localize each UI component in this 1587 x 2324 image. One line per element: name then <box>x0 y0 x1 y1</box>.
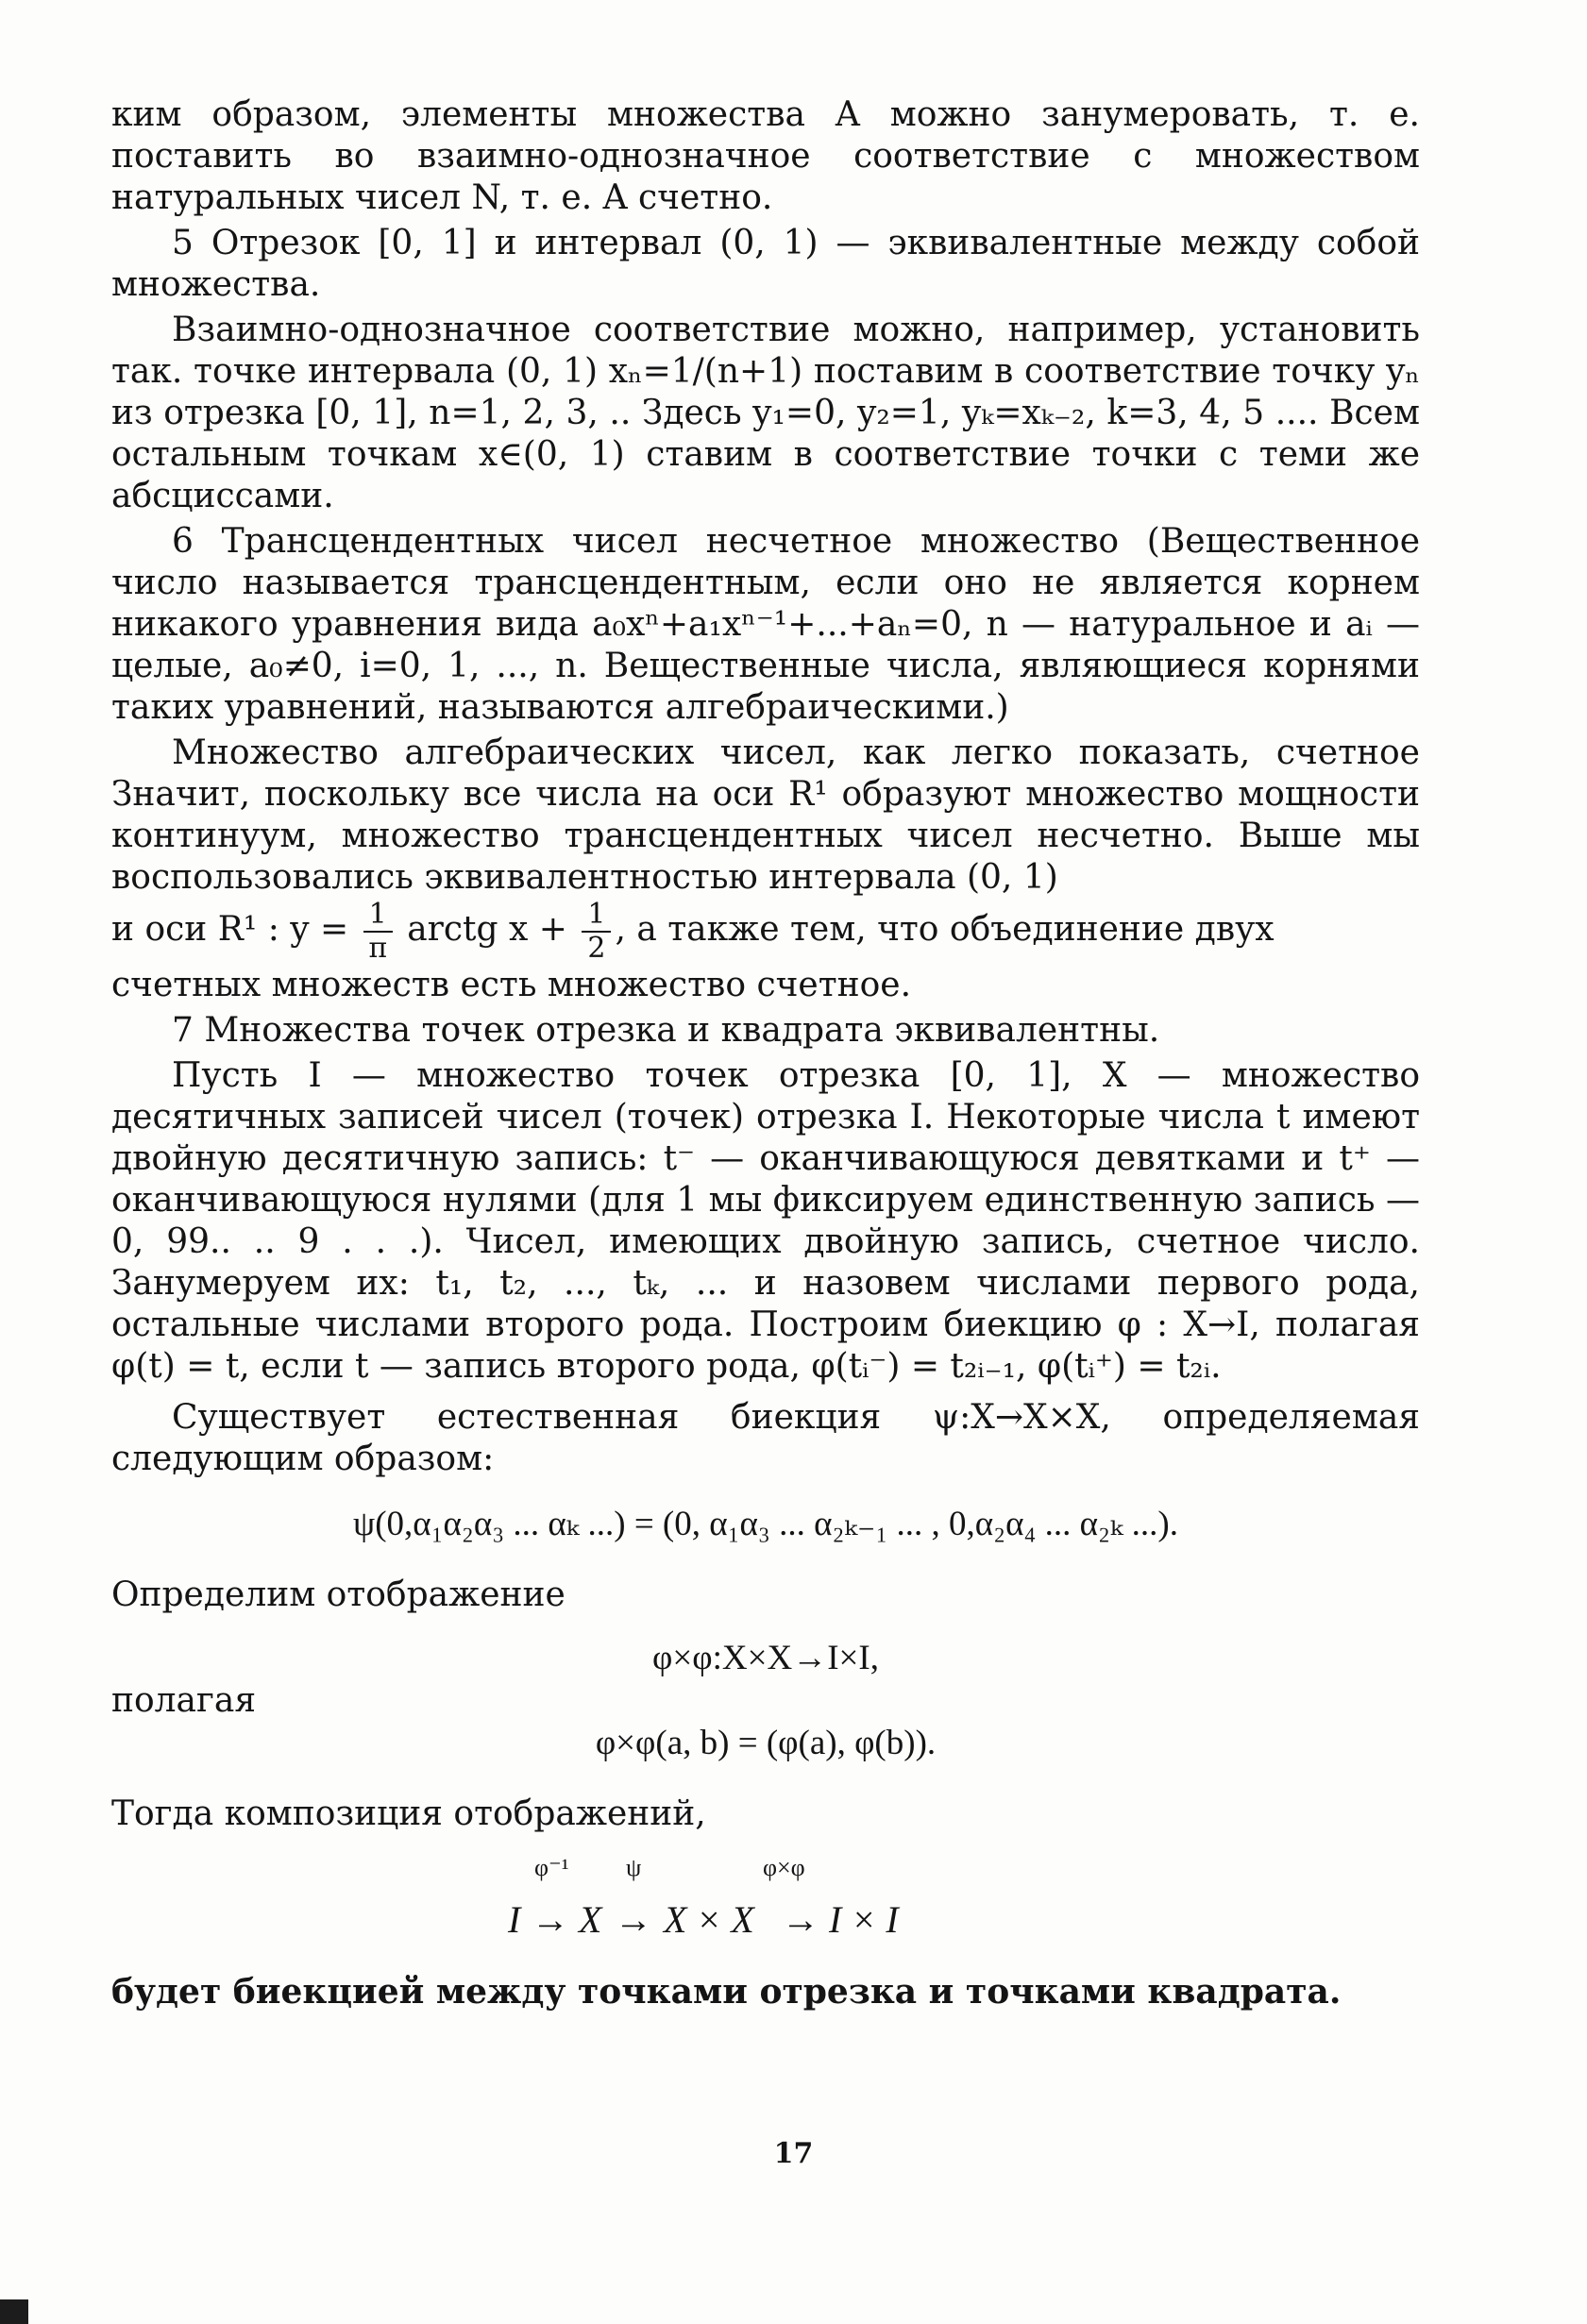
axis-formula-end: , а также тем, что объединение двух <box>615 910 1275 949</box>
text-column <box>111 94 1420 2012</box>
composition-square: I × I <box>829 1898 899 1941</box>
paragraph-item-6: 6 Трансцендентных чисел несчетное множество (Вещественное число называется трансцендентным, если оно не является корнем никакого уравнения вида a₀xⁿ+a₁xⁿ⁻¹+...+aₙ=0, n — натуральное и aᵢ — целые, a₀≠0, i=0, 1, ..., n. Вещественные числа, являющиеся корнями таких уравнений, называются алгебраическими.) <box>111 522 1420 727</box>
composition-domain: I <box>508 1898 521 1941</box>
composition-x: X <box>579 1898 602 1941</box>
composition-arrow: → <box>532 1898 569 1941</box>
paragraph-axis-formula <box>111 899 1420 965</box>
paragraph-item-7: 7 Множества точек отрезка и квадрата эквивалентны. <box>172 1011 1160 1050</box>
composition-arrow: → <box>615 1898 652 1941</box>
paragraph-countable-union: счетных множеств есть множество счетное. <box>111 966 912 1004</box>
paragraph-bijection: Взаимно-однозначное соответствие можно, например, установить так. точке интервала (0, 1) xₙ=1/(n+1) поставим в соответствие точку yₙ из отрезка [0, 1], n=1, 2, 3, .. Здесь y₁=0, y₂=1, yₖ=xₖ₋₂, k=3, 4, 5 .... Всем остальным точкам x∈(0, 1) ставим в соответствие точки с теми же абсциссами. <box>111 311 1420 515</box>
paragraph-item-5: 5 Отрезок [0, 1] и интервал (0, 1) — эквивалентные между собой множества. <box>111 224 1420 304</box>
fraction-denominator: π <box>368 932 388 965</box>
formula-product-map: φ×φ:X×X→I×I, <box>652 1639 879 1677</box>
axis-formula-start: и оси R¹ : y = <box>111 910 360 949</box>
fraction-1-over-2 <box>582 899 611 965</box>
arrow-label-phi-inverse: φ⁻¹ <box>534 1854 569 1881</box>
composition-diagram <box>111 1848 1420 1952</box>
composition-arrow: → <box>782 1898 819 1941</box>
paragraph-setting: полагая <box>111 1681 257 1720</box>
fraction-numerator: 1 <box>582 899 611 933</box>
axis-formula-middle: arctg x + <box>396 910 579 949</box>
paragraph-conclusion: будет биекцией между точками отрезка и точками квадрата. <box>111 1972 1342 2012</box>
scan-corner-mark <box>0 2299 28 2324</box>
fraction-numerator: 1 <box>363 899 393 933</box>
arrow-label-phi-times-phi: φ×φ <box>763 1854 805 1881</box>
page-number: 17 <box>773 2137 814 2170</box>
paragraph-natural-bijection: Существует естественная биекция ψ:X→X×X, определяемая следующим образом: <box>111 1398 1420 1478</box>
paragraph-define-map: Определим отображение <box>111 1575 566 1614</box>
fraction-1-over-pi <box>363 899 393 965</box>
paragraph-composition: Тогда композиция отображений, <box>111 1794 706 1833</box>
paragraph-decimal-records: Пусть I — множество точек отрезка [0, 1], X — множество десятичных записей чисел (точек) отрезка I. Некоторые числа t имеют двойную десятичную запись: t⁻ — оканчивающуюся девятками и t⁺ — оканчивающуюся нулями (для 1 мы фиксируем единственную запись — 0, 99.. .. 9 . . .). Чисел, имеющих двойную запись, счетное число. Занумеруем их: t₁, t₂, ..., tₖ, ... и назовем числами первого рода, остальные числами второго рода. Построим биекцию φ : X→I, полагая φ(t) = t, если t — запись второго рода, φ(tᵢ⁻) = t₂ᵢ₋₁, φ(tᵢ⁺) = t₂ᵢ. <box>111 1056 1420 1386</box>
formula-psi: ψ(0,α₁α₂α₃ ... αₖ ...) = (0, α₁α₃ ... α₂ₖ₋₁ ... , 0,α₂α₄ ... α₂ₖ ...). <box>353 1505 1178 1543</box>
formula-product-def: φ×φ(a, b) = (φ(a), φ(b)). <box>595 1724 937 1762</box>
arrow-label-psi: ψ <box>626 1854 642 1881</box>
paragraph-algebraic: Множество алгебраических чисел, как легко показать, счетное Значит, поскольку все числа на оси R¹ образуют множество мощности континуум, множество трансцендентных чисел несчетно. Выше мы воспользовались эквивалентностью интервала (0, 1) <box>111 733 1420 897</box>
paragraph-continuation: ким образом, элементы множества A можно занумеровать, т. е. поставить во взаимно-однозначное соответствие с множеством натуральных чисел N, т. е. A счетно. <box>111 95 1420 217</box>
fraction-denominator: 2 <box>587 932 606 965</box>
composition-x-times-x: X × X <box>664 1898 754 1941</box>
